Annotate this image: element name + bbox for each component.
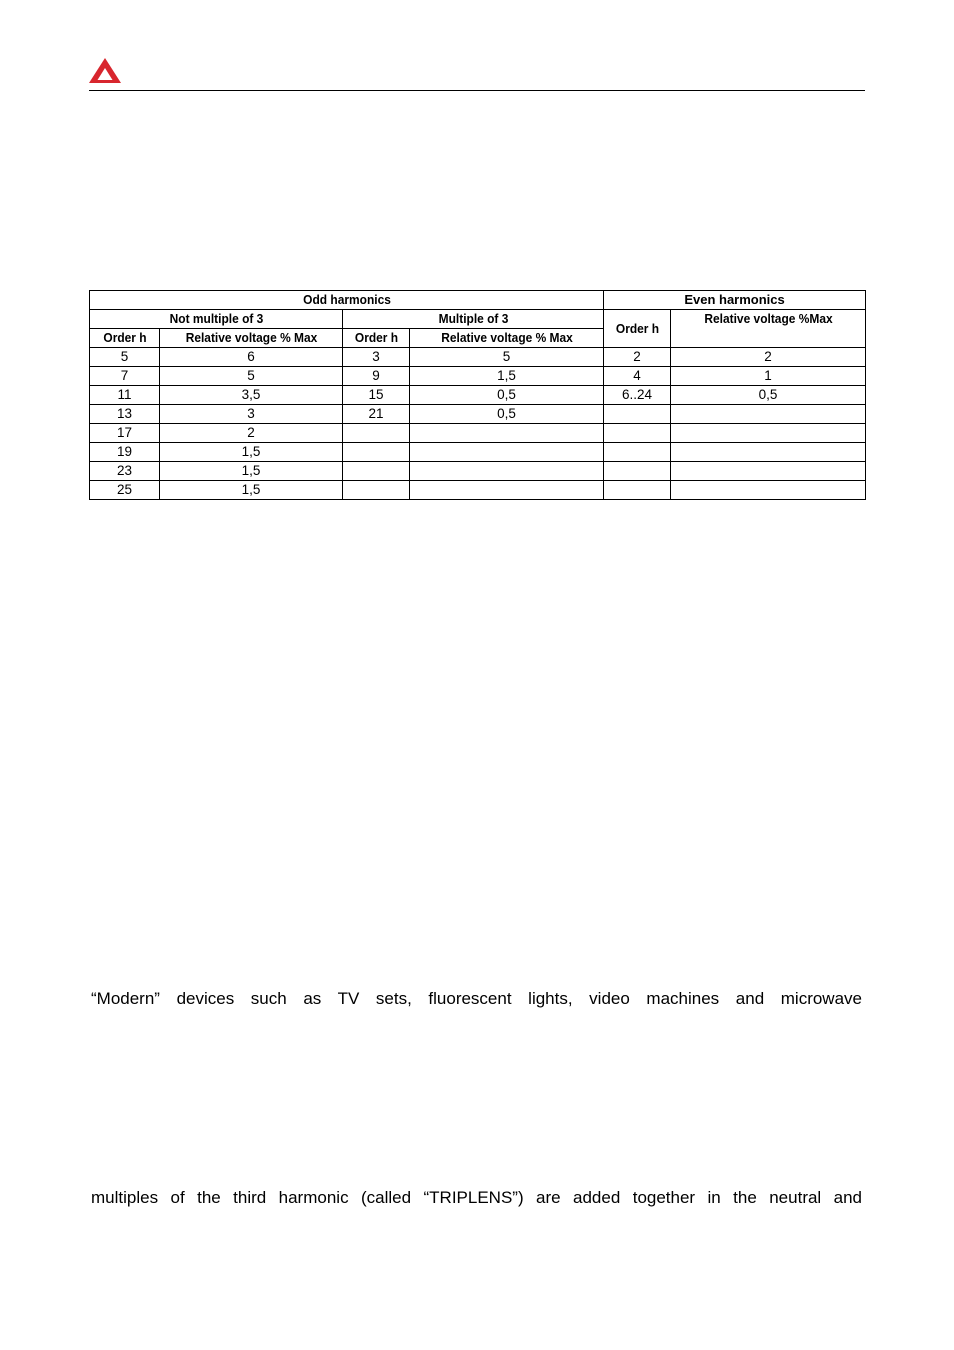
table-cell: 5 — [160, 367, 343, 386]
table-cell — [671, 443, 866, 462]
table-cell: 0,5 — [410, 405, 604, 424]
table-cell: 7 — [90, 367, 160, 386]
table-row — [90, 424, 866, 443]
table-cell: 25 — [90, 481, 160, 500]
table-cell — [604, 481, 671, 500]
even-order-header: Order h — [606, 310, 668, 348]
table-cell: 2 — [671, 348, 866, 367]
table-cell: 15 — [343, 386, 410, 405]
table-cell — [343, 443, 410, 462]
table-cell: 19 — [90, 443, 160, 462]
odd-relative-voltage-header: Relative voltage % Max — [167, 329, 335, 348]
table-cell — [410, 481, 604, 500]
table-cell: 5 — [410, 348, 604, 367]
table-cell: 2 — [604, 348, 671, 367]
table-cell: 1,5 — [410, 367, 604, 386]
table-cell: 4 — [604, 367, 671, 386]
table-cell: 1,5 — [160, 481, 343, 500]
table-cell — [671, 462, 866, 481]
table-cell — [604, 462, 671, 481]
table-cell: 0,5 — [671, 386, 866, 405]
odd-order-header: Order h — [92, 329, 156, 348]
mult3-relative-voltage-header: Relative voltage % Max — [417, 329, 596, 348]
table-cell — [343, 424, 410, 443]
table-cell: 3,5 — [160, 386, 343, 405]
even-relative-voltage-header: Relative voltage %Max — [678, 310, 857, 348]
not-multiple-of-3-header: Not multiple of 3 — [100, 310, 333, 329]
table-row — [90, 481, 866, 500]
table-cell — [604, 405, 671, 424]
table-cell — [604, 443, 671, 462]
table-cell: 17 — [90, 424, 160, 443]
table-cell: 1,5 — [160, 443, 343, 462]
table-row — [90, 367, 866, 386]
table-cell — [671, 481, 866, 500]
body-paragraph-triplens: multiples of the third harmonic (called “TRIPLENS”) are added together in the neutral and — [91, 1188, 862, 1207]
mult3-order-header: Order h — [345, 329, 407, 348]
table-cell — [343, 481, 410, 500]
table-cell: 2 — [160, 424, 343, 443]
odd-harmonics-header: Odd harmonics — [110, 291, 583, 310]
table-cell: 21 — [343, 405, 410, 424]
header-rule — [89, 90, 865, 91]
table-cell — [671, 424, 866, 443]
harmonics-limits-table — [89, 290, 866, 500]
table-cell: 23 — [90, 462, 160, 481]
table-cell — [343, 462, 410, 481]
body-paragraph-modern-devices: “Modern” devices such as TV sets, fluorescent lights, video machines and microwave — [91, 989, 862, 1008]
table-cell: 6 — [160, 348, 343, 367]
table-cell: 9 — [343, 367, 410, 386]
table-cell: 1 — [671, 367, 866, 386]
triangle-logo-icon — [89, 58, 121, 84]
table-cell: 3 — [160, 405, 343, 424]
table-cell — [410, 443, 604, 462]
table-cell — [671, 405, 866, 424]
table-cell — [410, 462, 604, 481]
multiple-of-3-header: Multiple of 3 — [353, 310, 593, 329]
table-cell: 3 — [343, 348, 410, 367]
table-row — [90, 462, 866, 481]
table-row — [90, 405, 866, 424]
table-cell: 6..24 — [604, 386, 671, 405]
table-cell: 5 — [90, 348, 160, 367]
table-row — [90, 386, 866, 405]
table-cell: 0,5 — [410, 386, 604, 405]
table-row — [90, 348, 866, 367]
table-cell — [410, 424, 604, 443]
table-row — [90, 443, 866, 462]
table-cell — [604, 424, 671, 443]
even-harmonics-header: Even harmonics — [604, 291, 866, 310]
table-cell: 1,5 — [160, 462, 343, 481]
table-cell: 13 — [90, 405, 160, 424]
table-cell: 11 — [90, 386, 160, 405]
